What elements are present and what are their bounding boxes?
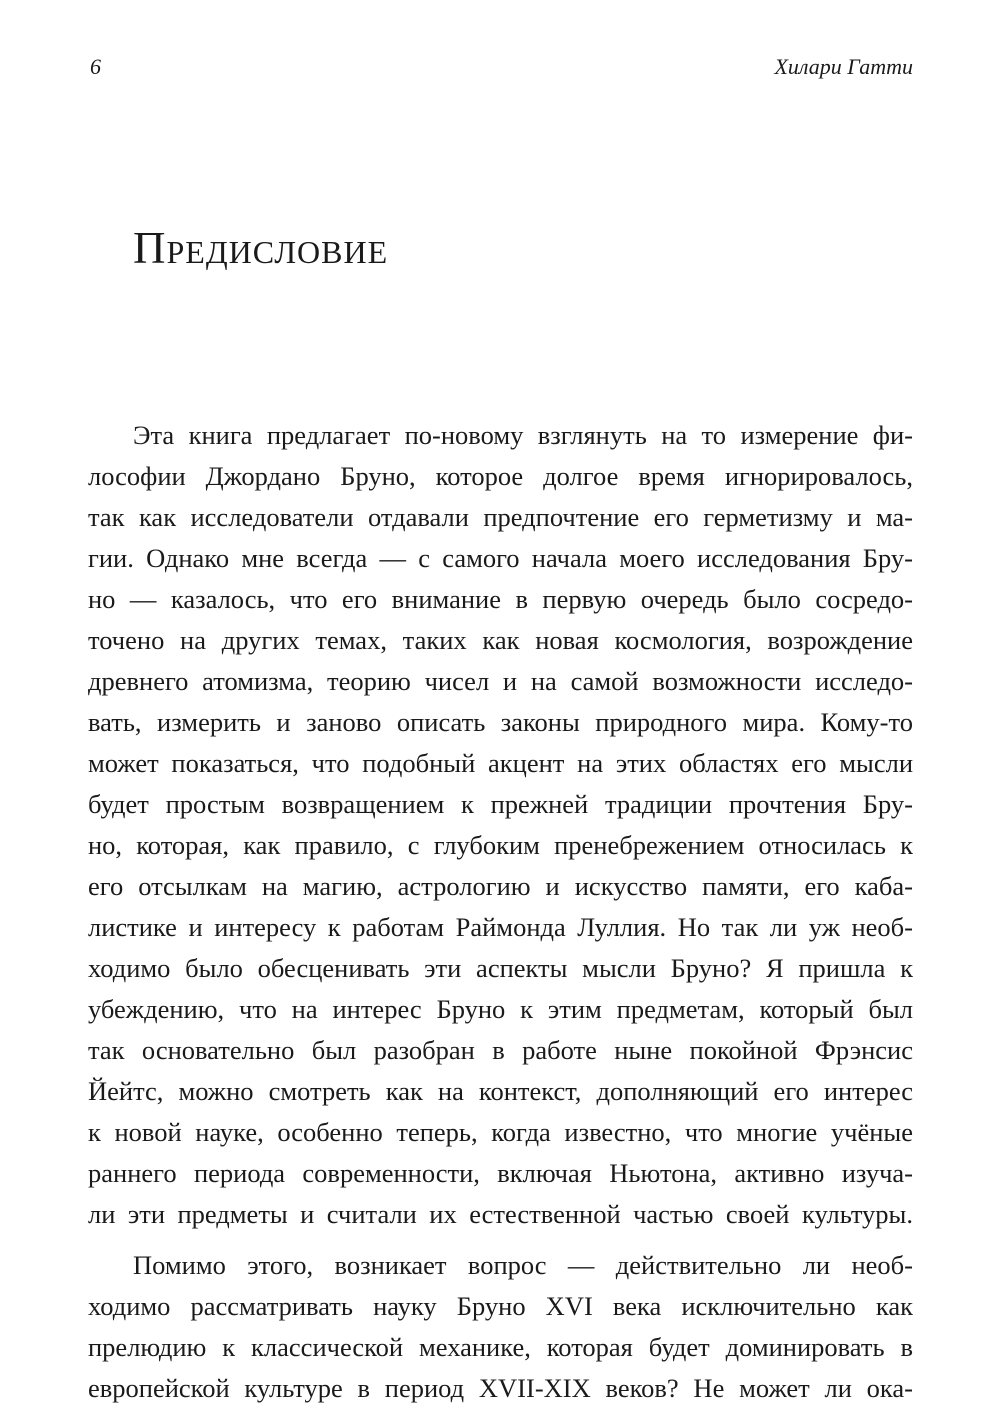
text-line: гии. Однако мне всегда — с самого начала моего исследования Бру- [88, 543, 913, 573]
text-line: Йейтс, можно смотреть как на контекст, дополняющий его интерес [88, 1076, 913, 1106]
text-line: будет простым возвращением к прежней традиции прочтения Бру- [88, 789, 913, 819]
paragraph-2 [88, 1245, 913, 1409]
text-line: вать, измерить и заново описать законы природного мира. Кому-то [88, 707, 913, 737]
text-line: так как исследователи отдавали предпочтение его герметизму и ма- [88, 502, 913, 532]
text-line: его отсылкам на магию, астрологию и искусство памяти, его каба- [88, 871, 913, 901]
text-line: древнего атомизма, теорию чисел и на самой возможности исследо- [88, 666, 913, 696]
text-line: лософии Джордано Бруно, которое долгое время игнорировалось, [88, 461, 913, 491]
chapter-title: Предисловие [133, 223, 389, 273]
text-line: к новой науке, особенно теперь, когда известно, что многие учёные [88, 1117, 913, 1147]
body-text [88, 415, 913, 1409]
text-line: европейской культуре в период XVII-XIX веков? Не может ли ока- [88, 1373, 913, 1403]
text-line: Помимо этого, возникает вопрос — действительно ли необ- [133, 1250, 913, 1280]
text-line: ходимо было обесценивать эти аспекты мысли Бруно? Я пришла к [88, 953, 913, 983]
text-line: прелюдию к классической механике, которая будет доминировать в [88, 1332, 913, 1362]
text-line: листике и интересу к работам Раймонда Луллия. Но так ли уж необ- [88, 912, 913, 942]
text-line: Эта книга предлагает по-новому взглянуть на то измерение фи- [133, 420, 913, 450]
text-line: может показаться, что подобный акцент на этих областях его мысли [88, 748, 913, 778]
text-line: раннего периода современности, включая Ньютона, активно изуча- [88, 1158, 913, 1188]
running-head [90, 52, 913, 82]
text-line: ли эти предметы и считали их естественной частью своей культуры. [88, 1199, 913, 1229]
paragraph-gap [88, 1235, 913, 1245]
page-number: 6 [90, 54, 101, 79]
text-line: так основательно был разобран в работе ныне покойной Фрэнсис [88, 1035, 913, 1065]
running-head-author: Хилари Гатти [774, 54, 913, 79]
text-line: точено на других темах, таких как новая космология, возрождение [88, 625, 913, 655]
text-line: но — казалось, что его внимание в первую очередь было сосредо- [88, 584, 913, 614]
paragraph-1 [88, 415, 913, 1235]
text-line: но, которая, как правило, с глубоким пренебрежением относилась к [88, 830, 913, 860]
text-line: убеждению, что на интерес Бруно к этим предметам, который был [88, 994, 913, 1024]
text-line: ходимо рассматривать науку Бруно XVI века исключительно как [88, 1291, 913, 1321]
